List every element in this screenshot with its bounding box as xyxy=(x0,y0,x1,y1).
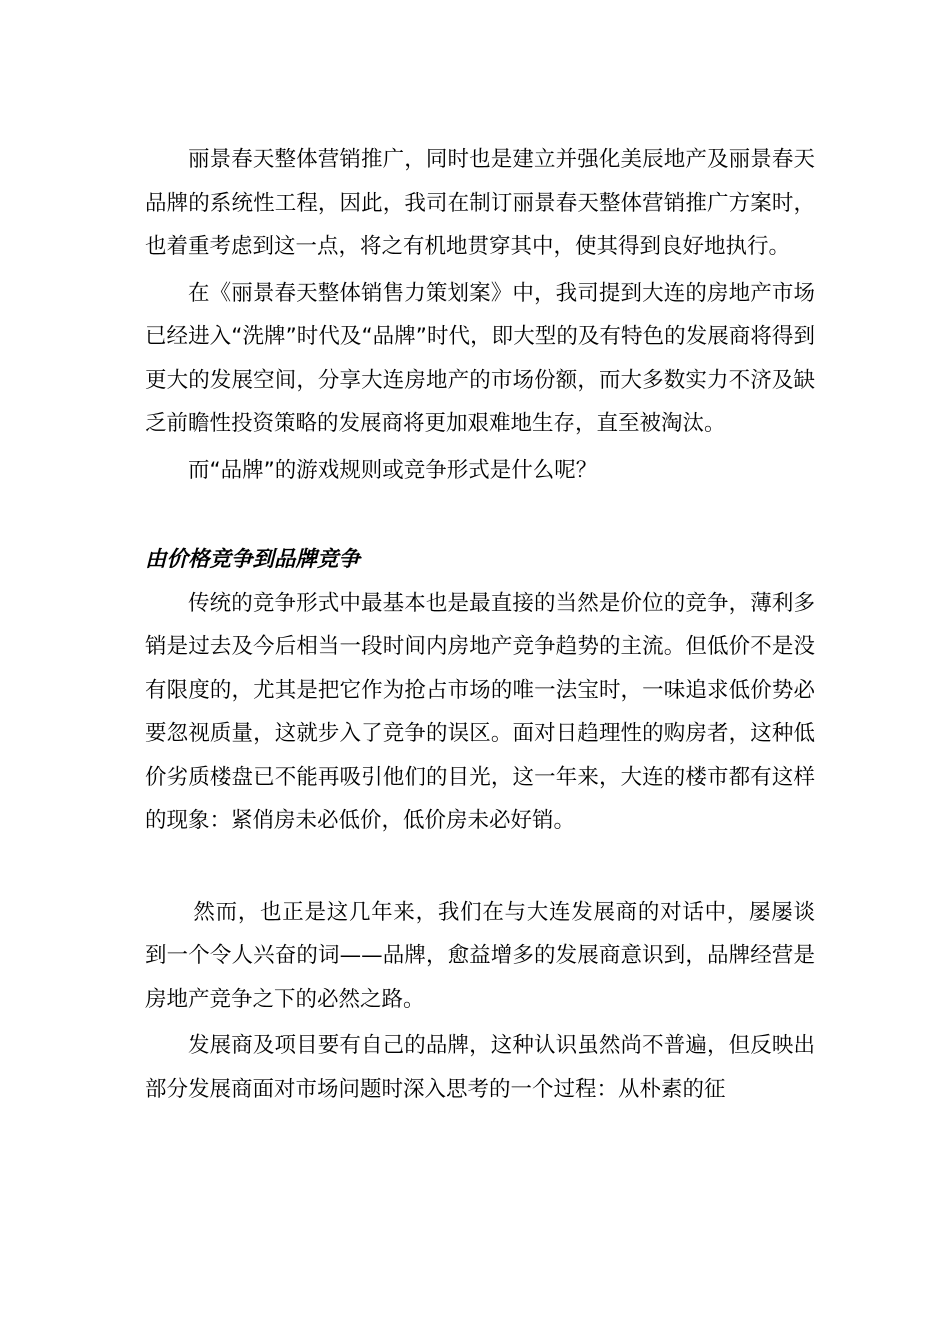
paragraph-section-3: 发展商及项目要有自己的品牌，这种认识虽然尚不普遍，但反映出部分发展商面对市场问题时深入思考的一个过程：从朴素的征 xyxy=(145,1033,815,1102)
paragraph-intro-2: 在《丽景春天整体销售力策划案》中，我司提到大连的房地产市场已经进入“洗牌”时代及“品牌”时代，即大型的及有特色的发展商将得到更大的发展空间，分享大连房地产的市场份额，而大多数实力不济及缺乏前瞻性投资策略的发展商将更加艰难地生存，直至被淘汰。 xyxy=(145,280,815,436)
section-heading: 由价格竞争到品牌竞争 xyxy=(145,547,361,572)
paragraph-intro-3: 而“品牌”的游戏规则或竞争形式是什么呢？ xyxy=(188,457,598,483)
document-page xyxy=(145,138,815,1111)
paragraph-intro-1: 丽景春天整体营销推广，同时也是建立并强化美辰地产及丽景春天品牌的系统性工程，因此，我司在制订丽景春天整体营销推广方案时，也着重考虑到这一点，将之有机地贯穿其中，使其得到良好地执行。 xyxy=(145,147,815,259)
paragraph-section-2: 然而，也正是这几年来，我们在与大连发展商的对话中，屡屡谈到一个令人兴奋的词——品牌，愈益增多的发展商意识到，品牌经营是房地产竞争之下的必然之路。 xyxy=(145,899,815,1012)
paragraph-section-1: 传统的竞争形式中最基本也是最直接的当然是价位的竞争，薄利多销是过去及今后相当一段时间内房地产竞争趋势的主流。但低价不是没有限度的，尤其是把它作为抢占市场的唯一法宝时，一味追求低价势必要忽视质量，这就步入了竞争的误区。面对日趋理性的购房者，这种低价劣质楼盘已不能再吸引他们的目光，这一年来，大连的楼市都有这样的现象：紧俏房未必低价，低价房未必好销。 xyxy=(145,590,815,833)
